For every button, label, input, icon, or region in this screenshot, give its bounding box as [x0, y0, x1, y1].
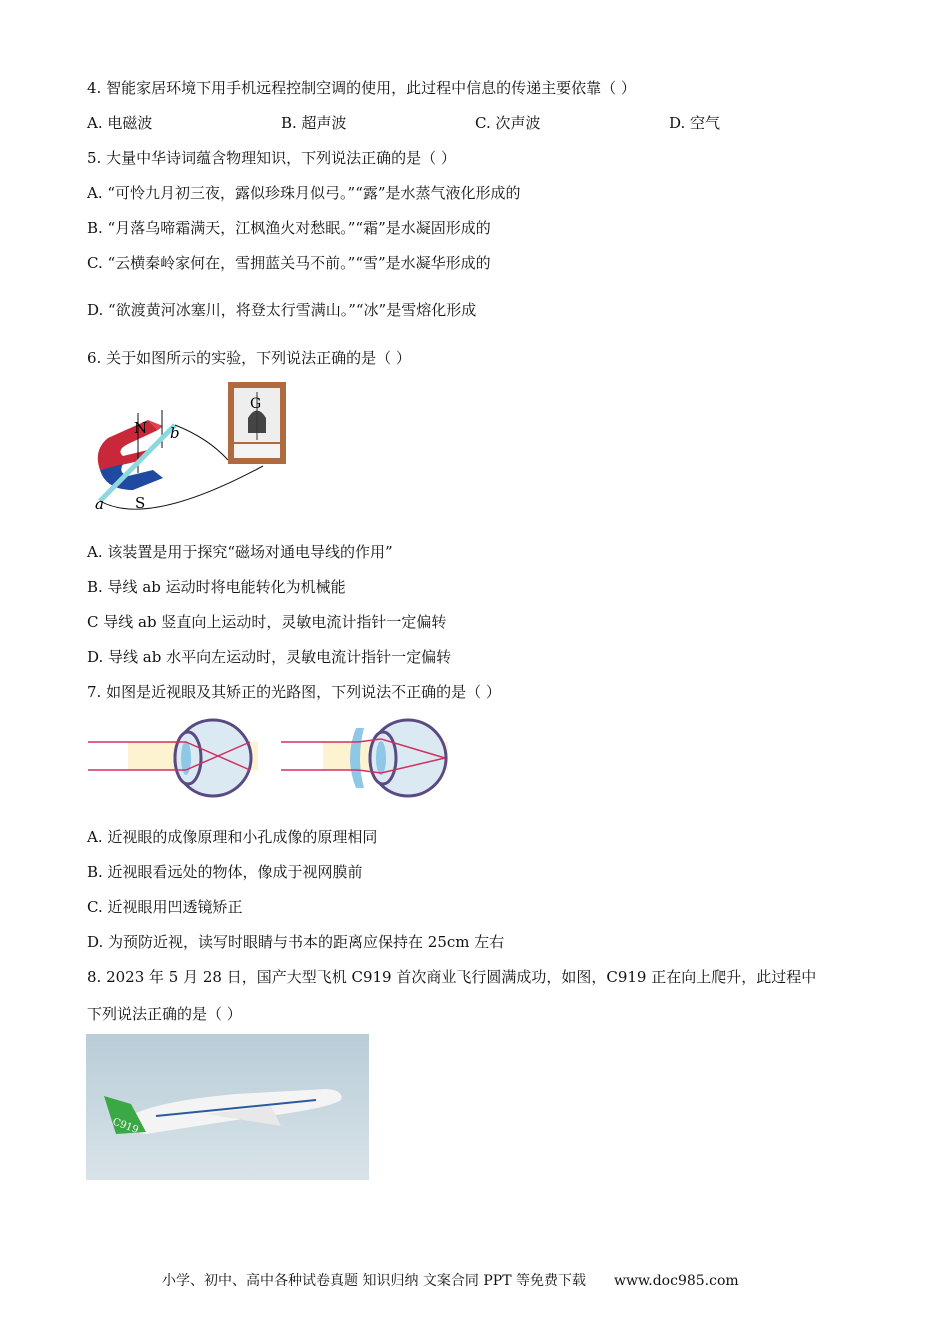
- label-g: G: [250, 396, 262, 412]
- label-n: N: [134, 419, 148, 437]
- footer-text: 小学、初中、高中各种试卷真题 知识归纳 文案合同 PPT 等免费下载: [162, 1273, 586, 1289]
- c919-airplane-photo: [86, 1034, 369, 1180]
- label-a: a: [95, 495, 104, 513]
- label-s: S: [135, 494, 146, 512]
- q5-option-c: C. “云横秦岭家何在，雪拥蓝关马不前。”“雪”是水凝华形成的: [87, 254, 491, 272]
- q6-option-d: D. 导线 ab 水平向左运动时，灵敏电流计指针一定偏转: [87, 648, 452, 666]
- q6-option-c: C 导线 ab 竖直向上运动时，灵敏电流计指针一定偏转: [87, 613, 447, 631]
- q5-stem: 5. 大量中华诗词蕴含物理知识，下列说法正确的是（ ）: [87, 149, 456, 167]
- q5-option-d: D. “欲渡黄河冰塞川，将登太行雪满山。”“冰”是雪熔化形成: [87, 301, 477, 319]
- q4-option-d: D. 空气: [669, 114, 721, 132]
- q7-option-b: B. 近视眼看远处的物体，像成于视网膜前: [87, 863, 363, 881]
- q6-stem: 6. 关于如图所示的实验，下列说法正确的是（ ）: [87, 349, 411, 367]
- myopia-ray-diagram: [88, 718, 458, 802]
- q7-stem: 7. 如图是近视眼及其矫正的光路图，下列说法不正确的是（ ）: [87, 683, 501, 701]
- label-b: b: [170, 424, 180, 442]
- q6-option-b: B. 导线 ab 运动时将电能转化为机械能: [87, 578, 346, 596]
- q4-stem: 4. 智能家居环境下用手机远程控制空调的使用，此过程中信息的传递主要依靠（ ）: [87, 79, 636, 97]
- q8-stem-line2: 下列说法正确的是（ ）: [87, 1005, 242, 1023]
- q4-option-a: A. 电磁波: [87, 114, 153, 132]
- page-footer: [162, 1270, 767, 1290]
- q7-option-d: D. 为预防近视，读写时眼睛与书本的距离应保持在 25cm 左右: [87, 933, 505, 951]
- q4-option-c: C. 次声波: [475, 114, 541, 132]
- electromagnetic-induction-figure: [88, 378, 298, 516]
- q5-option-b: B. “月落乌啼霜满天，江枫渔火对愁眠。”“霜”是水凝固形成的: [87, 219, 491, 237]
- plane-tail-label: C919: [110, 1116, 140, 1136]
- q7-option-a: A. 近视眼的成像原理和小孔成像的原理相同: [87, 828, 378, 846]
- footer-url[interactable]: www.doc985.com: [613, 1273, 739, 1289]
- q6-option-a: A. 该装置是用于探究“磁场对通电导线的作用”: [87, 543, 393, 561]
- q8-stem-line1: 8. 2023 年 5 月 28 日，国产大型飞机 C919 首次商业飞行圆满成功，如图，C919 正在向上爬升，此过程中: [87, 968, 817, 986]
- q7-option-c: C. 近视眼用凹透镜矫正: [87, 898, 243, 916]
- q5-option-a: A. “可怜九月初三夜，露似珍珠月似弓。”“露”是水蒸气液化形成的: [87, 184, 521, 202]
- q4-option-b: B. 超声波: [281, 114, 347, 132]
